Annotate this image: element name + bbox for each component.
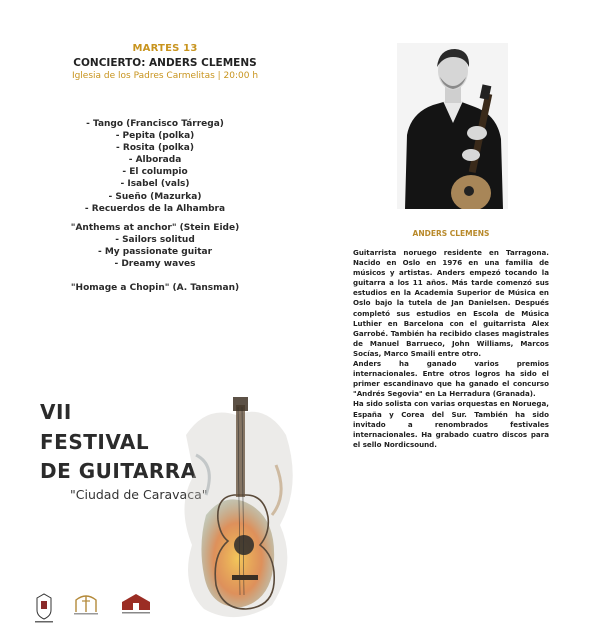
program-item: "Homage a Chopin" (A. Tansman)	[70, 283, 240, 293]
festival-subtitle: "Ciudad de Caravaca"	[70, 487, 208, 502]
program-group-1	[0, 118, 310, 215]
festival-title-line: DE GUITARRA	[40, 459, 197, 483]
artist-name: ANDERS CLEMENS	[412, 229, 490, 238]
festival-title-line: FESTIVAL	[40, 430, 150, 454]
bio-paragraph: Ha sido solista con varias orquestas en Noruega, España y Corea del Sur. También ha sido invitado a renombrados festivales internacionales. Ha grabado cuatro discos para el sello Nordicsound.	[353, 399, 549, 449]
program-item: "Anthems at anchor" (Stein Eide)	[70, 223, 240, 233]
program-item: - Dreamy waves	[114, 259, 196, 270]
program-item: - Pepita (polka)	[115, 131, 195, 142]
artist-bio	[353, 248, 549, 450]
program-item: - Tango (Francisco Tárrega)	[86, 119, 224, 129]
bio-paragraph: Guitarrista noruego residente en Tarragona. Nacido en Oslo en 1976 en una familia de músicos y artistas. Anders empezó tocando la guitarra a los 11 años. Más tarde comenzó sus estudios en la Academia Superior de Música en Oslo bajo la tutela de Jan Danielsen. Después completó sus estudios en Escola de Música Luthier en Barcelona con el guitarrista Alex Garrobé. También ha recibido clases magistrales de Manuel Barrueco, John Williams, Marcos Socías, Marco Smaili entre otro.	[353, 248, 549, 358]
program-item: - Rosita (polka)	[116, 143, 194, 154]
program-item: - Sailors solitud	[115, 235, 195, 246]
program-item: - Isabel (vals)	[120, 179, 190, 190]
bio-paragraph: Anders ha ganado varios premios internacionales. Entre otros logros ha sido el primer escandinavo que ha ganado el concurso "Andrés Segovia" en La Herradura (Granada).	[353, 359, 549, 399]
program-item: - El columpio	[122, 167, 188, 178]
festival-edition: VII	[40, 400, 72, 424]
program-item: - Sueño (Mazurka)	[108, 191, 202, 202]
program-item: - Recuerdos de la Alhambra	[84, 203, 226, 214]
guitar-artwork	[176, 395, 306, 625]
artist-photo	[397, 43, 508, 209]
event-date: MARTES 13	[132, 43, 198, 54]
concert-venue: Iglesia de los Padres Carmelitas | 20:00 h	[71, 71, 259, 81]
concert-title: CONCIERTO: ANDERS CLEMENS	[73, 57, 257, 69]
program-group-3	[0, 282, 310, 294]
town-crest-icon	[33, 592, 55, 624]
program-item: - Alborada	[128, 155, 182, 166]
program-group-2	[0, 222, 310, 270]
building-logo-icon	[120, 592, 152, 616]
program-item: - My passionate guitar	[97, 247, 213, 258]
caravaca-logo-icon	[72, 592, 100, 616]
